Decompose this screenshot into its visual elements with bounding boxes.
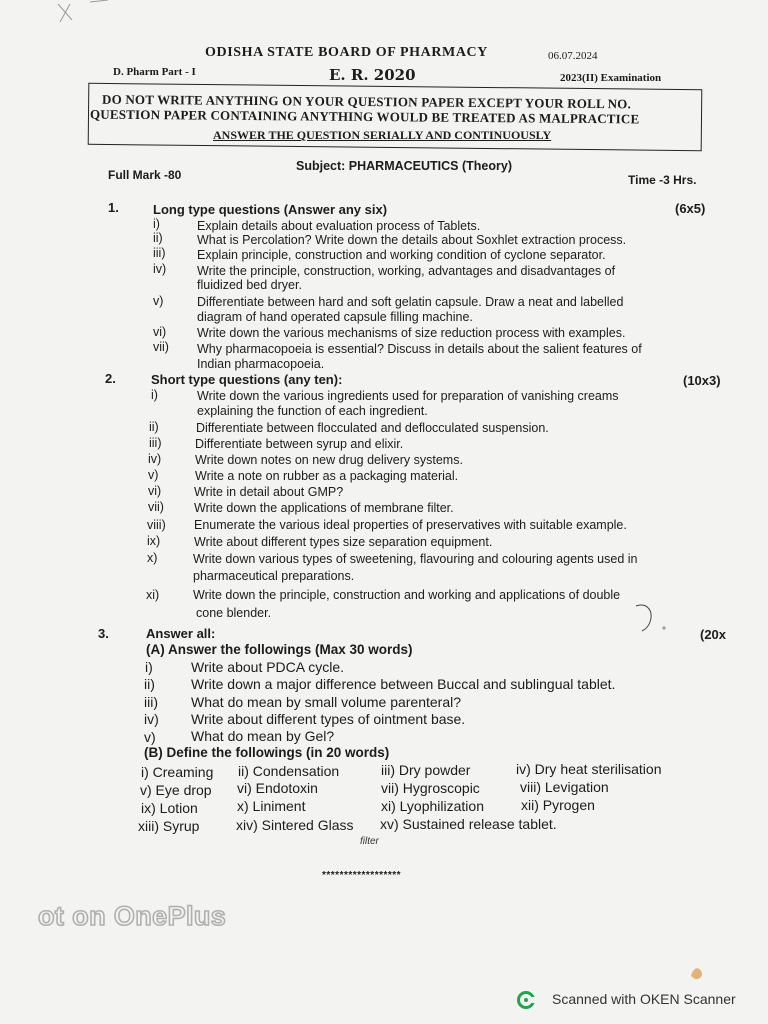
definition-term: xiii) Syrup (138, 818, 200, 834)
definition-term: ii) Condensation (238, 763, 340, 779)
camera-watermark: ot on OnePlus (38, 901, 227, 931)
question-text-cont: diagram of hand operated capsule filling machine. (197, 310, 473, 324)
definition-term: xv) Sustained release tablet. (380, 816, 557, 832)
section-1-number: 1. (108, 200, 119, 215)
scanner-logo-icon (517, 991, 537, 1009)
board-title: ODISHA STATE BOARD OF PHARMACY (205, 45, 488, 60)
definition-term: i) Creaming (141, 764, 214, 780)
question-number: iv) (144, 711, 159, 727)
question-text: Write the principle, construction, working, advantages and disadvantages of (197, 264, 616, 278)
definition-term: viii) Levigation (520, 779, 609, 795)
question-text-cont: pharmaceutical preparations. (193, 569, 355, 583)
question-number: v) (144, 729, 156, 745)
section-1-heading: Long type questions (Answer any six) (153, 202, 388, 217)
question-text: Differentiate between flocculated and deflocculated suspension. (196, 421, 549, 435)
question-text: What is Percolation? Write down the details about Soxhlet extraction process. (197, 233, 627, 247)
smudge-mark (688, 964, 706, 982)
question-text: Write in detail about GMP? (194, 485, 344, 499)
question-number: iii) (149, 436, 162, 450)
question-number: ii) (149, 420, 159, 434)
question-text: Differentiate between syrup and elixir. (195, 437, 404, 451)
question-text: Write about PDCA cycle. (191, 659, 345, 675)
question-text: What do mean by Gel? (191, 728, 335, 744)
question-number: vii) (148, 500, 164, 514)
question-text: Write down the various ingredients used for preparation of vanishing creams (197, 389, 619, 403)
question-number: vi) (148, 484, 162, 498)
question-text: Differentiate between hard and soft gelatin capsule. Draw a neat and labelled (197, 295, 624, 309)
section-3-heading: Answer all: (146, 626, 216, 641)
question-text: What do mean by small volume parenteral? (191, 694, 462, 710)
definition-term: vii) Hygroscopic (381, 780, 480, 796)
definition-term: ix) Lotion (141, 800, 198, 816)
corner-scribble (0, 0, 110, 40)
end-marker: ****************** (322, 870, 402, 881)
part-a-heading: (A) Answer the followings (Max 30 words) (146, 642, 413, 657)
question-number: i) (145, 659, 153, 675)
question-text: Why pharmacopoeia is essential? Discuss in details about the salient features of (197, 342, 642, 356)
definition-term: xii) Pyrogen (521, 797, 595, 813)
question-text: Write down various types of sweetening, flavouring and colouring agents used in (193, 552, 638, 566)
question-text: Enumerate the various ideal properties of preservatives with suitable example. (194, 518, 627, 532)
question-text: Write about different types size separation equipment. (194, 535, 493, 549)
handwritten-note: filter (360, 836, 379, 847)
part-b-heading: (B) Define the followings (in 20 words) (144, 745, 390, 760)
regulation-title: E. R. 2020 (329, 66, 416, 84)
question-text-cont: Indian pharmacopoeia. (197, 357, 325, 371)
notice-line-2: QUESTION PAPER CONTAINING ANYTHING WOULD BE TREATED AS MALPRACTICE (89, 106, 640, 127)
question-text-cont: explaining the function of each ingredient. (197, 404, 428, 418)
question-number: vii) (153, 340, 169, 354)
question-number: x) (147, 551, 158, 565)
question-text: Write down the principle, construction and working and applications of double (193, 588, 621, 602)
section-2-heading: Short type questions (any ten): (151, 372, 343, 387)
question-number: iii) (144, 694, 158, 710)
notice-line-1: DO NOT WRITE ANYTHING ON YOUR QUESTION PAPER EXCEPT YOUR ROLL NO. (101, 91, 632, 112)
question-text: Write down notes on new drug delivery systems. (195, 453, 463, 467)
course-part: D. Pharm Part - I (113, 66, 196, 78)
definition-term: vi) Endotoxin (237, 780, 318, 796)
definition-term: xi) Lyophilization (381, 798, 484, 814)
question-number: i) (151, 388, 158, 402)
definition-term: x) Liniment (237, 798, 306, 814)
question-number: iv) (148, 452, 162, 466)
question-number: vi) (153, 325, 167, 339)
question-text: Explain details about evaluation process of Tablets. (197, 219, 481, 233)
question-text: Write about different types of ointment base. (191, 711, 466, 727)
question-number: v) (153, 294, 164, 308)
definition-term: iii) Dry powder (381, 762, 471, 778)
notice-line-3: ANSWER THE QUESTION SERIALLY AND CONTINUOUSLY (213, 128, 552, 142)
definition-term: iv) Dry heat sterilisation (516, 761, 662, 777)
section-2-marks: (10x3) (683, 373, 721, 388)
definition-term: v) Eye drop (140, 782, 212, 798)
question-text-cont: fluidized bed dryer. (197, 278, 302, 292)
question-text: Explain principle, construction and working condition of cyclone separator. (197, 248, 606, 262)
exam-date: 06.07.2024 (548, 50, 598, 62)
question-number: i) (153, 217, 160, 231)
question-number: iv) (153, 262, 167, 276)
question-text: Write down a major difference between Buccal and sublingual tablet. (191, 676, 616, 692)
question-number: iii) (153, 246, 166, 260)
exam-session: 2023(II) Examination (560, 72, 662, 84)
question-number: ix) (147, 534, 161, 548)
question-number: ii) (144, 676, 155, 692)
section-3-number: 3. (98, 626, 109, 641)
pen-mark (632, 600, 672, 634)
question-number: viii) (147, 518, 166, 532)
question-text: Write a note on rubber as a packaging material. (195, 469, 459, 483)
subject-title: Subject: PHARMACEUTICS (Theory) (296, 159, 512, 173)
question-number: ii) (153, 231, 163, 245)
section-3-marks: (20x (700, 627, 727, 642)
question-number: xi) (146, 588, 160, 602)
full-mark: Full Mark -80 (108, 168, 182, 182)
scanner-credit: Scanned with OKEN Scanner (552, 991, 736, 1007)
time-allowed: Time -3 Hrs. (628, 173, 697, 187)
question-number: v) (148, 468, 159, 482)
section-2-number: 2. (105, 371, 116, 386)
definition-term: xiv) Sintered Glass (236, 817, 354, 833)
question-text: Write down the applications of membrane filter. (194, 501, 454, 515)
section-1-marks: (6x5) (675, 201, 706, 216)
question-text: Write down the various mechanisms of size reduction process with examples. (197, 326, 626, 340)
question-text-cont: cone blender. (196, 606, 272, 620)
